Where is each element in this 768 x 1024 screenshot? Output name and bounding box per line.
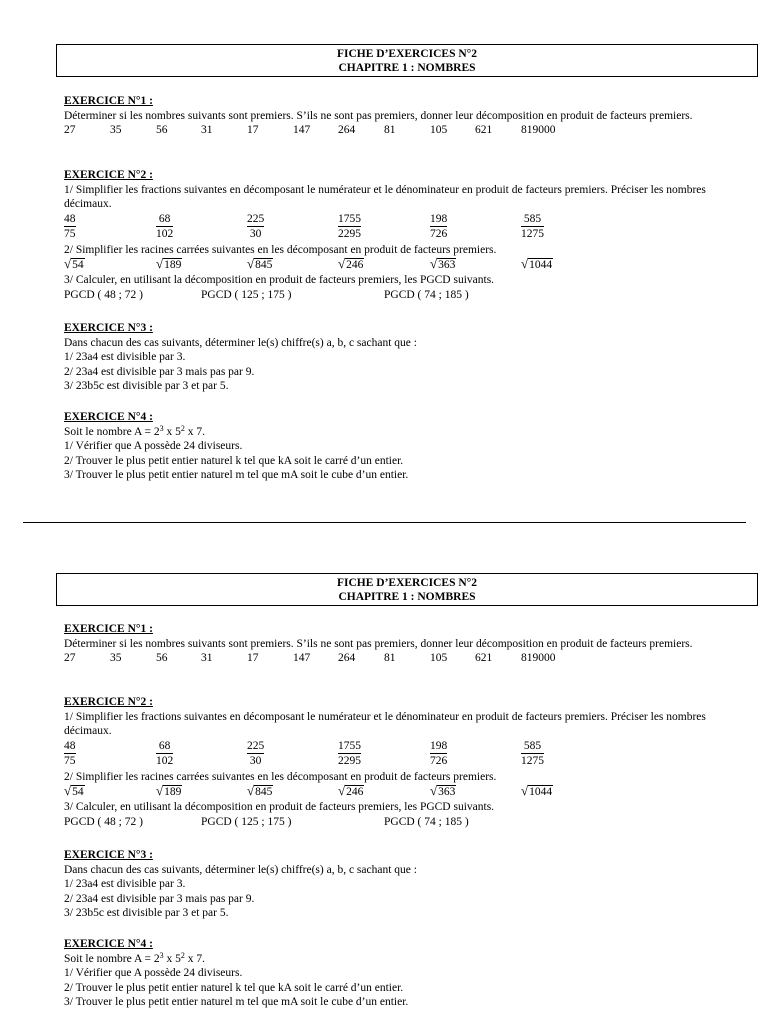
square-root: √246: [338, 256, 364, 271]
number-item: 81: [384, 124, 396, 136]
exercise-2: [64, 168, 724, 303]
number-item: 81: [384, 652, 396, 664]
fraction: $\frac{1755}{2295}$: [338, 739, 361, 767]
exercise-3-intro: Dans chacun des cas suivants, déterminer le(s) chiffre(s) a, b, c sachant que :: [64, 863, 417, 876]
number-item: 17: [247, 652, 259, 664]
roots-row: [64, 257, 724, 273]
exercise-4-intro: Soit le nombre $A = 2^3$ x $5^2$ x 7.: [64, 423, 205, 438]
exercise-3-item: 3/ 23b5c est divisible par 3 et par 5.: [64, 380, 229, 392]
fraction: $\frac{585}{1275}$: [521, 212, 544, 240]
square-root: √845: [247, 256, 273, 271]
square-root: √54: [64, 256, 84, 271]
exercise-1-numbers: [64, 123, 724, 138]
exercise-4-title: EXERCICE N°4 :: [64, 938, 153, 950]
number-item: 31: [201, 652, 213, 664]
pgcd-row: [64, 815, 724, 830]
exercise-4-item: 1/ Vérifier que A possède 24 diviseurs.: [64, 967, 243, 979]
fraction: $\frac{1755}{2295}$: [338, 212, 361, 240]
chapter-title: CHAPITRE 1 : NOMBRES: [338, 591, 476, 603]
exercise-3-intro: Dans chacun des cas suivants, déterminer le(s) chiffre(s) a, b, c sachant que :: [64, 336, 417, 349]
exercise-2-q3: 3/ Calculer, en utilisant la décomposition en produit de facteurs premiers, les PGCD suivants.: [64, 274, 495, 286]
pgcd-row: [64, 288, 724, 303]
number-item: 105: [430, 124, 448, 136]
square-root: √1044: [521, 783, 553, 798]
exercise-4-intro: Soit le nombre $A = 2^3$ x $5^2$ x 7.: [64, 950, 205, 965]
pgcd-item: PGCD ( 125 ; 175 ): [201, 288, 292, 301]
fraction: $\frac{198}{726}$: [430, 212, 448, 240]
pgcd-item: PGCD ( 48 ; 72 ): [64, 288, 143, 301]
chapter-title: CHAPITRE 1 : NOMBRES: [338, 62, 476, 74]
square-root: √1044: [521, 256, 553, 271]
square-root: √363: [430, 783, 456, 798]
square-root: √54: [64, 783, 84, 798]
square-root: √363: [430, 256, 456, 271]
exercise-1: [64, 94, 724, 138]
fraction: $\frac{225}{30}$: [247, 739, 265, 767]
number-item: 621: [475, 652, 493, 664]
exercise-3-item: 3/ 23b5c est divisible par 3 et par 5.: [64, 907, 229, 919]
square-root: √189: [156, 783, 182, 798]
number-item: 35: [110, 652, 122, 664]
exercise-3-item: 1/ 23a4 est divisible par 3.: [64, 351, 186, 363]
exercise-4-item: 1/ Vérifier que A possède 24 diviseurs.: [64, 440, 243, 452]
number-item: 621: [475, 124, 493, 136]
cut-line-divider: [23, 522, 746, 523]
fraction: $\frac{68}{102}$: [156, 212, 174, 240]
exercise-2: [64, 695, 724, 830]
exercise-4-item: 3/ Trouver le plus petit entier naturel m tel que mA soit le cube d’un entier.: [64, 469, 409, 481]
number-item: 31: [201, 124, 213, 136]
number-item: 35: [110, 124, 122, 136]
exercise-4: [64, 937, 724, 1010]
roots-row: [64, 784, 724, 800]
fraction: $\frac{68}{102}$: [156, 739, 174, 767]
exercise-4-item: 2/ Trouver le plus petit entier naturel k tel que kA soit le carré d’un entier.: [64, 454, 404, 467]
fraction: $\frac{225}{30}$: [247, 212, 265, 240]
fractions-row: [64, 739, 724, 770]
square-root: √845: [247, 783, 273, 798]
number-item: 105: [430, 652, 448, 664]
square-root: √189: [156, 256, 182, 271]
exercise-2-title: EXERCICE N°2 :: [64, 169, 153, 181]
exercise-2-q3: 3/ Calculer, en utilisant la décomposition en produit de facteurs premiers, les PGCD suivants.: [64, 801, 495, 813]
number-item: 264: [338, 124, 356, 136]
pgcd-item: PGCD ( 74 ; 185 ): [384, 288, 469, 301]
exercise-3-item: 1/ 23a4 est divisible par 3.: [64, 878, 186, 890]
exercise-3-title: EXERCICE N°3 :: [64, 322, 153, 334]
exercise-1-text: Déterminer si les nombres suivants sont premiers. S’ils ne sont pas premiers, donner leur décomposition en produit de facteurs premiers.: [64, 109, 693, 122]
exercise-4: [64, 410, 724, 483]
fractions-row: [64, 212, 724, 243]
exercise-3-item: 2/ 23a4 est divisible par 3 mais pas par 9.: [64, 365, 255, 378]
sheet-header: [56, 573, 758, 606]
exercise-1-title: EXERCICE N°1 :: [64, 95, 153, 107]
exercise-3: [64, 848, 724, 921]
exercise-1-text: Déterminer si les nombres suivants sont premiers. S’ils ne sont pas premiers, donner leur décomposition en produit de facteurs premiers.: [64, 637, 693, 650]
sheet-header: [56, 44, 758, 77]
number-item: 147: [293, 652, 311, 664]
fraction: $\frac{48}{75}$: [64, 212, 76, 240]
number-item: 819000: [521, 652, 556, 664]
number-item: 27: [64, 124, 76, 136]
exercise-3-item: 2/ 23a4 est divisible par 3 mais pas par 9.: [64, 892, 255, 905]
exercise-3-title: EXERCICE N°3 :: [64, 849, 153, 861]
exercise-2-q2: 2/ Simplifier les racines carrées suivantes en les décomposant en produit de facteurs premiers.: [64, 770, 497, 783]
fraction: $\frac{48}{75}$: [64, 739, 76, 767]
number-item: 56: [156, 652, 168, 664]
exercise-3: [64, 321, 724, 394]
sheet-title: FICHE D’EXERCICES N°2: [336, 48, 478, 60]
pgcd-item: PGCD ( 74 ; 185 ): [384, 815, 469, 828]
exercise-2-q1: 1/ Simplifier les fractions suivantes en décomposant le numérateur et le dénominateur en produit de facteurs premiers. Préciser les nombres décimaux.: [64, 710, 706, 737]
number-item: 17: [247, 124, 259, 136]
exercise-1-numbers: [64, 651, 724, 666]
exercise-2-q1: 1/ Simplifier les fractions suivantes en décomposant le numérateur et le dénominateur en produit de facteurs premiers. Préciser les nombres décimaux.: [64, 183, 706, 210]
number-item: 56: [156, 124, 168, 136]
number-item: 264: [338, 652, 356, 664]
number-item: 819000: [521, 124, 556, 136]
number-item: 147: [293, 124, 311, 136]
number-item: 27: [64, 652, 76, 664]
sheet-title: FICHE D’EXERCICES N°2: [336, 577, 478, 589]
square-root: √246: [338, 783, 364, 798]
exercise-4-item: 3/ Trouver le plus petit entier naturel m tel que mA soit le cube d’un entier.: [64, 996, 409, 1008]
exercise-1-title: EXERCICE N°1 :: [64, 623, 153, 635]
exercise-2-q2: 2/ Simplifier les racines carrées suivantes en les décomposant en produit de facteurs premiers.: [64, 243, 497, 256]
exercise-1: [64, 622, 724, 666]
pgcd-item: PGCD ( 125 ; 175 ): [201, 815, 292, 828]
exercise-4-title: EXERCICE N°4 :: [64, 411, 153, 423]
exercise-4-item: 2/ Trouver le plus petit entier naturel k tel que kA soit le carré d’un entier.: [64, 981, 404, 994]
fraction: $\frac{585}{1275}$: [521, 739, 544, 767]
fraction: $\frac{198}{726}$: [430, 739, 448, 767]
pgcd-item: PGCD ( 48 ; 72 ): [64, 815, 143, 828]
exercise-2-title: EXERCICE N°2 :: [64, 696, 153, 708]
